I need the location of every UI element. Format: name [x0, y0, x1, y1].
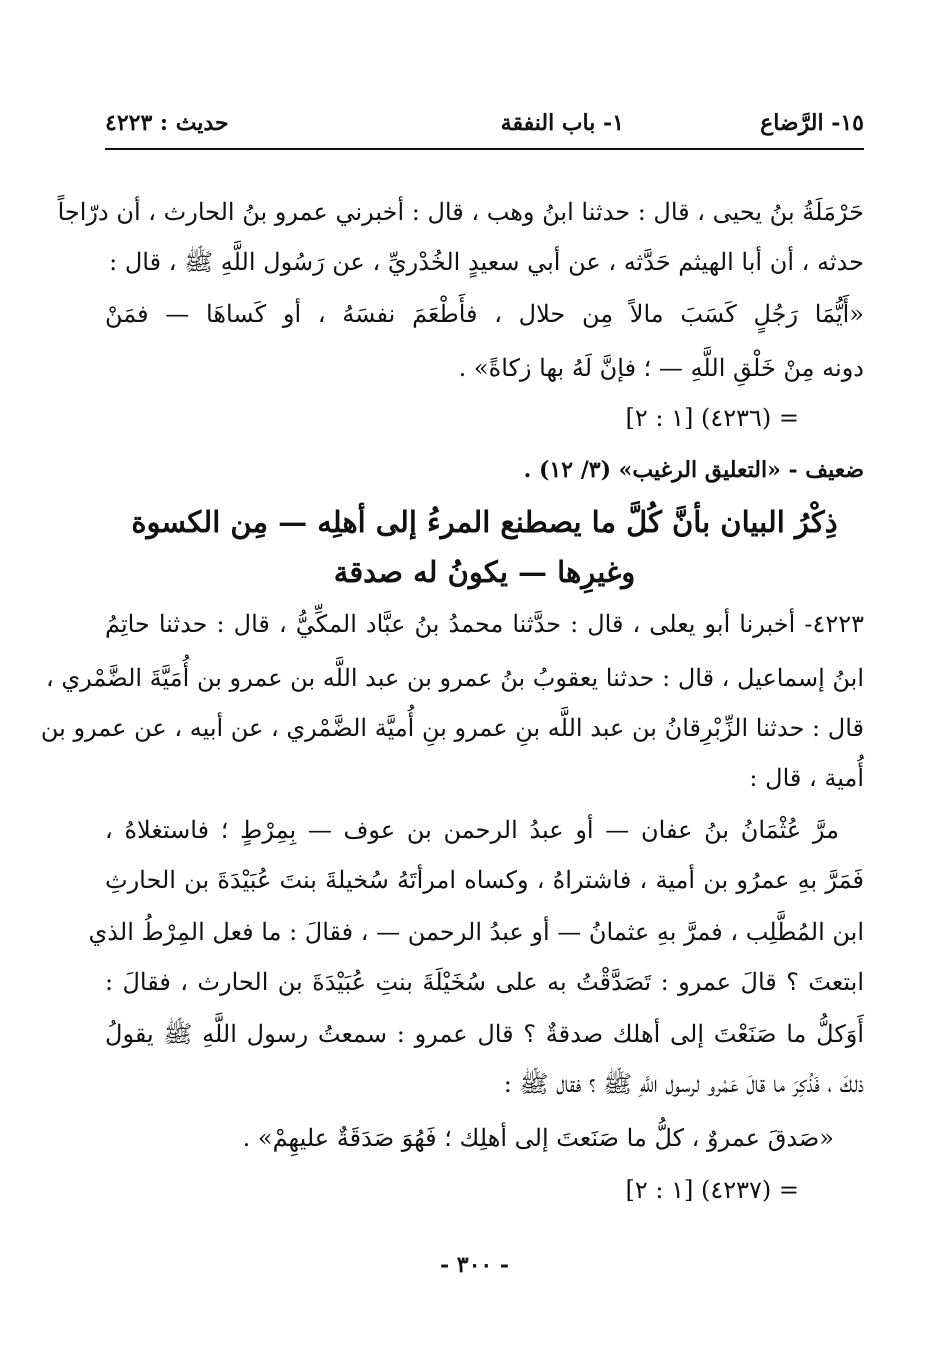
text-line: ابنُ إسماعيل ، قال : حدثنا يعقوبُ بنُ عمرو بن عبد اللَّه بن عمرو بن أُمَيَّةَ الضَّمْري ،: [45, 664, 864, 692]
text-line: ذلكَ ، فَذُكِرَ ما قالَ عَمْرو لرسول اللَّهِ ﷺ ؟ فقال ﷺ :: [503, 1070, 864, 1098]
text-line: ابتعتَ ؟ قالَ عمرو : تَصَدَّقْتُ به على سُخَيْلَةَ بنتِ عُبَيْدَةَ بن الحارث ، فقالَ :: [105, 968, 864, 996]
grading-line: ضعيف - «التعليق الرغيب» (٣/ ١٢) .: [523, 457, 864, 483]
running-header: [105, 108, 864, 146]
chapter-heading-line: ذِكْرُ البيان بأنَّ كُلَّ ما يصطنع المرءُ إلى أهلِه — مِن الكسوة: [131, 505, 838, 539]
header-rule: [105, 148, 864, 150]
text-line: فَمَرَّ بهِ عمرُو بن أمية ، فاشتراهُ ، وكساه امرأتَهُ سُخيلةَ بنتَ عُبَيْدَةَ بن الحارثِ: [105, 866, 864, 894]
text-line: أَوَكلُّ ما صَنَعْتَ إلى أهلك صدقةٌ ؟ قال عمرو : سمعتُ رسول اللَّهِ ﷺ يقولُ: [105, 1020, 864, 1048]
section-title: ١- باب النفقة: [500, 110, 624, 136]
text-line: ٤٢٢٣- أخبرنا أبو يعلى ، قال : حدَّثنا محمدُ بنُ عبَّاد المكِّيُّ ، قال : حدثنا حاتِمُ: [105, 610, 864, 638]
text-line: «صَدقَ عمروٌ ، كلُّ ما صَنَعتَ إلى أهلِك ؛ فَهُوَ صَدَقَةٌ عليهِمْ» .: [242, 1124, 834, 1152]
reference-line: = (٤٢٣٦) [١ : ٢]: [625, 404, 799, 432]
text-line: حَرْمَلَةُ بنُ يحيى ، قال : حدثنا ابنُ وهب ، قال : أخبرني عمرو بنُ الحارث ، أن درّاجاً: [57, 198, 864, 226]
text-line: «أَيُّمَا رَجُلٍ كَسَبَ مالاً مِن حلال ، فأَطْعَمَ نفسَهُ ، أو كَساهَا — فمَنْ: [105, 300, 864, 328]
reference-line: = (٤٢٣٧) [١ : ٢]: [625, 1176, 799, 1204]
text-line: أُمية ، قال :: [749, 764, 864, 792]
text-line: مرَّ عُثْمَانُ بنُ عفان — أو عبدُ الرحمن بن عوف — بِمِرْطٍ ؛ فاستغلاهُ ،: [105, 816, 839, 844]
hadith-number: حديث : ٤٢٢٣: [105, 110, 229, 136]
text-line: دونه مِنْ خَلْقِ اللَّهِ — ؛ فإنَّ لَهُ بها زكاةً» .: [458, 354, 864, 382]
text-line: ابن المُطَّلِب ، فمرَّ بهِ عثمانُ — أو عبدُ الرحمن — ، فقالَ : ما فعل المِرْطُ الذي: [88, 918, 864, 946]
text-line: حدثه ، أن أبا الهيثم حَدَّثه ، عن أبي سعيدٍ الخُدْريِّ ، عن رَسُول اللَّهِ ﷺ ، قال :: [109, 248, 864, 276]
chapter-heading-line: وغيرِها — يكونُ له صدقة: [333, 555, 636, 589]
chapter-title: ١٥- الرَّضاع: [760, 110, 864, 136]
text-line: قال : حدثنا الزِّبْرِقانُ بن عبد اللَّه بنِ عمرو بنِ أُميَّة الضَّمْري ، عن أبيه ، عن عمرو بن: [40, 714, 864, 742]
page-number: - ٣٠٠ -: [439, 1252, 510, 1278]
